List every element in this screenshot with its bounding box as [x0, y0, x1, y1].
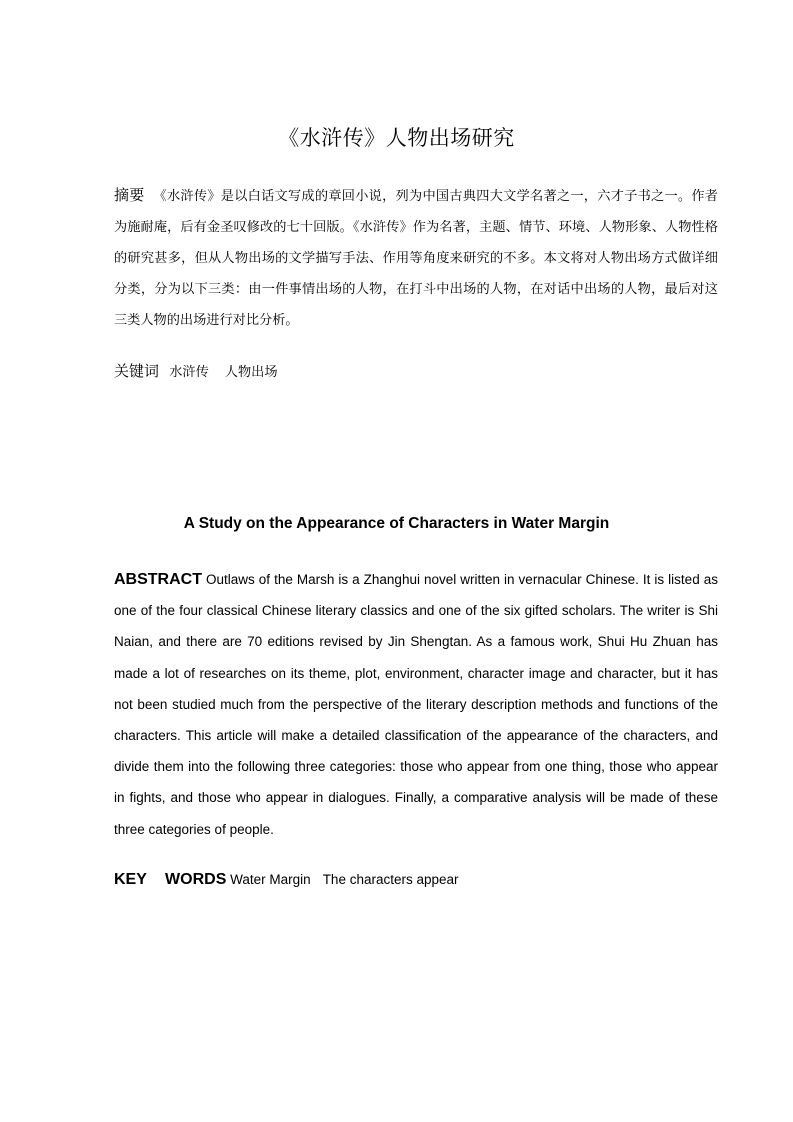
- chinese-keywords: [114, 358, 718, 386]
- chinese-keyword: 人物出场: [224, 365, 278, 380]
- english-keywords: [114, 867, 718, 893]
- chinese-keyword: 水浒传: [169, 365, 209, 380]
- english-abstract-text: Outlaws of the Marsh is a Zhanghui novel written in vernacular Chinese. It is listed as one of the four classical Chinese literary classics and one of the six gifted scholars. The writer is Shi Naian, and there are 70 editions revised by Jin Shengtan. As a famous work, Shui Hu Zhuan has made a lot of researches on its theme, plot, environment, character image and character, but it has not been studied much from the perspective of the literary description methods and functions of the characters. This article will make a detailed classification of the appearance of the characters, and divide them into the following three categories: those who appear from one thing, those who appear in fights, and those who appear in dialogues. Finally, a comparative analysis will be made of these three categories of people.: [114, 572, 718, 837]
- chinese-abstract: [114, 180, 718, 336]
- chinese-keywords-label: 关键词: [114, 362, 160, 380]
- english-title: A Study on the Appearance of Characters in Water Margin: [183, 515, 610, 532]
- english-keywords-label: KEY WORDS: [114, 871, 227, 888]
- english-abstract-label: ABSTRACT: [114, 571, 202, 588]
- chinese-abstract-text: 《水浒传》是以白话文写成的章回小说，列为中国古典四大文学名著之一，六才子书之一。作者为施耐庵，后有金圣叹修改的七十回版。《水浒传》作为名著，主题、情节、环境、人物形象、人物性格的研究甚多，但从人物出场的文学描写手法、作用等角度来研究的不多。本文将对人物出场方式做详细分类，分为以下三类：由一件事情出场的人物，在打斗中出场的人物，在对话中出场的人物，最后对这三类人物的出场进行对比分析。: [114, 189, 718, 328]
- chinese-title: 《水浒传》人物出场研究: [278, 126, 515, 150]
- english-keyword: The characters appear: [322, 872, 459, 887]
- english-keyword: Water Margin: [230, 872, 311, 887]
- english-abstract: [114, 564, 718, 845]
- chinese-abstract-label: 摘要: [114, 186, 145, 204]
